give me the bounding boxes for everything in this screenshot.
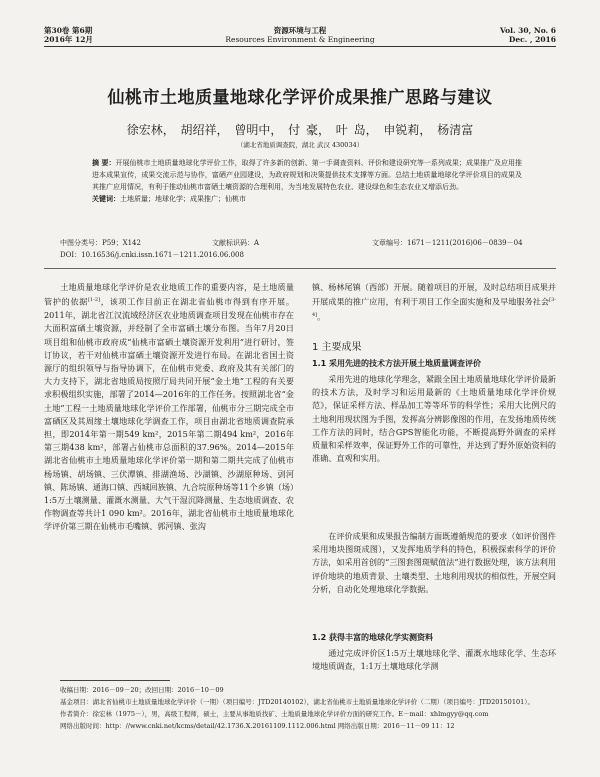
citation-ref: [1-2] xyxy=(88,297,101,304)
abstract-label: 摘 要： xyxy=(92,158,116,167)
document-code: 文献标识码：A xyxy=(212,239,260,247)
footnotes xyxy=(60,684,560,732)
journal-volume: 第30卷 第6期 xyxy=(44,26,93,35)
paragraph-text: 采用先进的地球化学理念，紧跟全国土地质量地球化学评价最新的技术方法，及时学习和运用最新的《土地质量地球化学评价规范》，保证采样方法、样品加工等等环节的科学性；采用大比例尺的土地利用现状图为手图，发挥高分辨影像图的作用，在发扬地质传统工作方法的同时，结合GPS智能化功能，不断提高野外调查的采样质量和采样效率，保证野外工作的可靠性，并达到了野外原始资料的准确、直观和实用。 xyxy=(312,374,556,464)
header-center xyxy=(200,26,400,44)
article-id: 文章编号：1671－1211(2016)06－0839－04 xyxy=(372,239,523,247)
left-column xyxy=(44,281,294,534)
keywords-label: 关键词： xyxy=(92,194,120,203)
journal-date: 2016年 12月 xyxy=(44,35,93,44)
abstract-text: 开展仙桃市土地质量地球化学评价工作，取得了许多新的创新、第一手调查资料、评价和建设研究等一系列成果；成果推广及应用推进本成果宣传，成果交流示范与协作，富硒产业园建设，为政府规划和决策提供技术支撑等方面。总结土地质量地球化学评价项目的成果及其推广应用情况，有利于推动仙桃市富硒土壤资源的合理利用，为当地发展特色农业、建设绿色和生态农业又增添后劲。 xyxy=(92,159,523,191)
data-paragraph xyxy=(312,647,556,673)
intro-paragraph: 土地质量地球化学评价是农业地质工作的重要内容，是土地质量管护的依据[1-2]，该项工作目前正在湖北省仙桃市得到有序开展。2011年，湖北省江汉流域经济区农业地质调查项目发现在仙桃市存在大面积富硒土壤资源，并经制了全市富硒土壤分布图。当年7月20日项目组和仙桃市政府成“仙桃市富硒土壤资源开发利用”进行研讨，签订协议，若干对仙桃市富硒土壤资源开发进行布局。在湖北省国土资源厅的组织领导与指导协调下，在仙桃市党委、政府及其有关部门的大力支持下，湖北省地质局按照厅局共同开展“金土地”工程的有关要求积极组织实施，部署了2014—2016年的工作任务。按照湖北省“金土地”工程一土地质量地球化学评价工作部署，仙桃市分三期完成全市富硒区及其周缘土壤地球化学调查工作，项目由湖北省地质调查院承担，即2014年第一期549 km²，2015年第二期494 km²，2016年第三期438 km²，部署占仙桃市总面积的37.96%。2014—2015年湖北省仙桃市土地质量地球化学评价第一期和第二期共完成了仙桃市杨场镇、胡场镇、三伏潭镇、排湖渔场、沙湖镇、沙湖原种场、剅河镇、陈场镇、通海口镇、西城回族镇、九合垸原种场等11个乡镇（场）1:5万土壤测量、灌溉水测量、大气干湿沉降测量、生态地质调查、农作物调查等共计1 090 km²。2016年，湖北省仙桃市土地质量地球化学评价第三期在仙桃市毛嘴镇、郭河镇、张沟 xyxy=(44,282,294,532)
meta-rule xyxy=(44,268,556,269)
right-column xyxy=(312,281,556,324)
continued-paragraph: 镇、杨林尾镇（西部）开展。随着项目的开展，及时总结项目成果并开展成果的推广应用，有利于项目工作全面实施和及早地服务社会[3-4]。 xyxy=(312,282,556,322)
subsection-heading: 1.2 获得丰富的地球化学实测资料 xyxy=(312,633,433,642)
paragraph-text: 通过完成评价区1:5万土壤地球化学、灌溉水地球化学、生态环境地质调查，1:1万土壤地球化学测 xyxy=(312,648,556,672)
evaluation-paragraph xyxy=(312,530,556,596)
subsection-heading: 1.1 采用先进的技术方法开展土地质量调查评价 xyxy=(312,359,481,368)
journal-volume-en: Vol. 30, No. 6 xyxy=(499,26,556,35)
journal-name: 资源环境与工程 xyxy=(273,26,327,35)
journal-name-en: Resources Environment & Engineering xyxy=(225,35,375,44)
journal-date-en: Dec. , 2016 xyxy=(508,35,556,44)
fund-info: 基金项目：湖北省仙桃市土地质量地球化学评价（一期）（项目编号：JTD20140102），湖北省仙桃市土地质量地球化学评价（二期）（项目编号：JTD20150101）。 xyxy=(60,698,534,706)
header-rule xyxy=(44,46,556,47)
affiliation: （湖北省地质调查院，湖北 武汉 430034） xyxy=(236,141,364,149)
section-heading: 1 主要成果 xyxy=(312,342,362,353)
keywords-text: 土地质量；地球化学；成果推广；仙桃市 xyxy=(120,195,246,203)
article-title: 仙桃市土地质量地球化学评价成果推广思路与建议 xyxy=(107,88,493,108)
clc-code: 中图分类号：P59；X142 xyxy=(60,239,141,247)
online-publication: 网络出版时间：http：//www.cnki.net/kcms/detail/42.1736.X.20161109.1112.006.html 网络出版日期：2016－11－09 11：12 xyxy=(60,722,455,730)
method-paragraph xyxy=(312,373,556,465)
header-left xyxy=(44,26,93,44)
received-date: 收稿日期：2016－09－20；改回日期：2016－10－09 xyxy=(60,686,224,694)
paragraph-text: 在评价成果和成果报告编制方面既遵循规范的要求（如评价图件采用地块图斑成图），又发挥地质学科的特色，积极探索科学的评价方法，如采用首创的“三图套图斑赋值法”进行数据处理，该方法利用评价地块的地质背景、土壤类型、土地利用现状的相似性，开展空间分析，自动化处理地球化学数据。 xyxy=(312,531,556,594)
citation-ref: [3-4] xyxy=(312,297,556,319)
author-bio: 作者简介：徐宏林（1975－），男，高级工程师，硕士，主要从事地质找矿、土地质量地球化学评价方面的研究工作。E－mail：xhlmgyy@qq.com xyxy=(60,710,489,718)
footnote-rule xyxy=(60,680,170,681)
header-right xyxy=(500,26,556,44)
author-list: 徐宏林， 胡绍祥， 曾明中， 付 豪， 叶 岛， 申锐莉， 杨清富 xyxy=(126,123,474,137)
abstract xyxy=(92,157,522,205)
doi: DOI：10.16536/j.cnki.issn.1671－1211.2016.06.008 xyxy=(60,251,244,259)
